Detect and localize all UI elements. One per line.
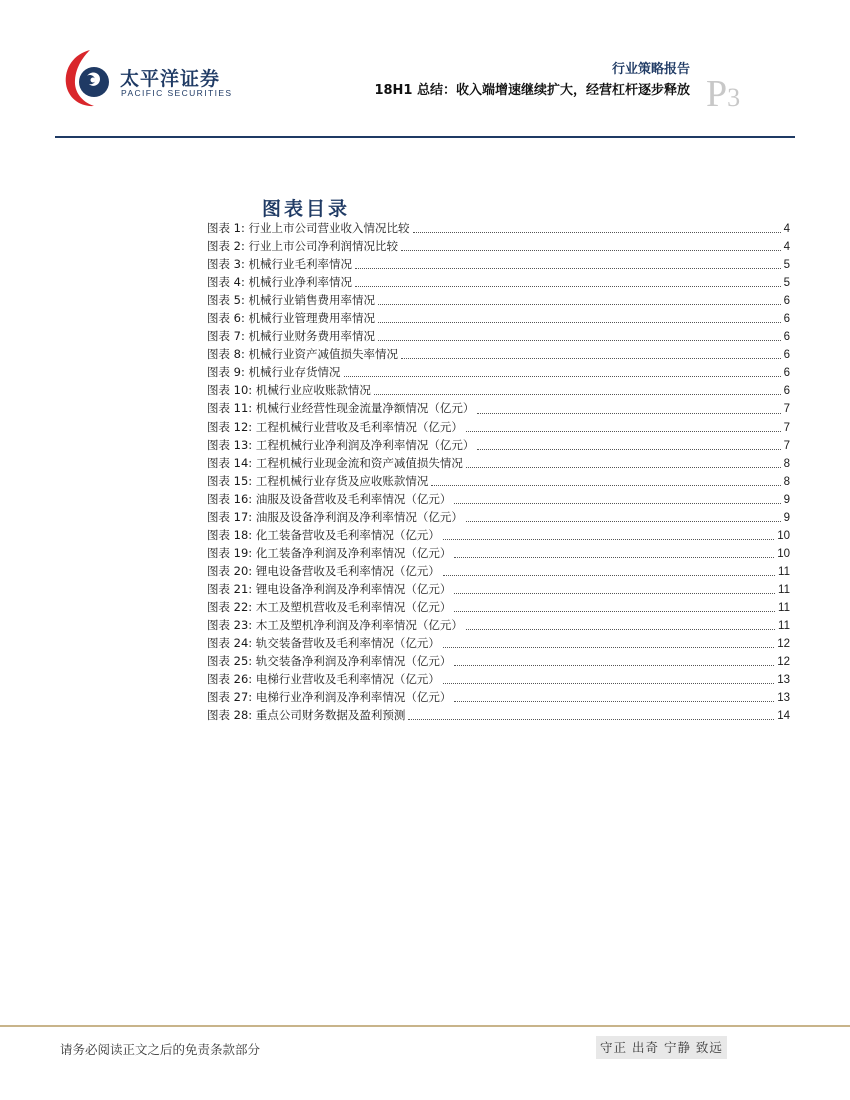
toc-entry-page: 5 [783, 277, 790, 290]
toc-entry-leader-dots [454, 611, 775, 612]
toc-entry-page: 8 [783, 457, 790, 470]
toc-entry[interactable] [207, 473, 790, 491]
toc-entry-leader-dots [378, 322, 781, 323]
report-title: 18H1 总结：收入端增速继续扩大，经营杠杆逐步释放 [374, 83, 690, 98]
toc-entry[interactable] [207, 220, 790, 238]
toc-entry-page: 10 [777, 529, 790, 542]
toc-entry-label: 图表 25: 轨交装备净利润及净利率情况（亿元） [207, 654, 452, 669]
toc-entry-page: 12 [777, 638, 790, 651]
toc-entry-page: 10 [777, 547, 790, 560]
toc-entry-page: 13 [777, 692, 790, 705]
toc-entry-page: 5 [783, 259, 790, 272]
toc-entry-label: 图表 3: 机械行业毛利率情况 [207, 257, 353, 272]
toc-entry[interactable] [207, 419, 790, 437]
table-of-contents [207, 220, 790, 725]
toc-entry-leader-dots [355, 268, 781, 269]
toc-entry[interactable] [207, 599, 790, 617]
toc-entry-leader-dots [454, 701, 774, 702]
toc-entry-label: 图表 22: 木工及塑机营收及毛利率情况（亿元） [207, 599, 452, 614]
toc-entry-page: 11 [778, 583, 790, 596]
footer-disclaimer: 请务必阅读正文之后的免责条款部分 [60, 1042, 261, 1057]
toc-entry[interactable] [207, 545, 790, 563]
toc-entry-page: 4 [783, 241, 790, 254]
toc-entry-label: 图表 18: 化工装备营收及毛利率情况（亿元） [207, 527, 440, 542]
toc-entry-page: 6 [783, 331, 790, 344]
toc-entry-leader-dots [355, 286, 781, 287]
toc-entry-page: 6 [783, 349, 790, 362]
toc-entry-page: 6 [783, 385, 790, 398]
toc-entry-page: 14 [777, 710, 790, 723]
toc-entry-leader-dots [454, 665, 774, 666]
footer-motto: 守正 出奇 宁静 致远 [596, 1036, 727, 1059]
toc-entry-label: 图表 19: 化工装备净利润及净利率情况（亿元） [207, 545, 452, 560]
toc-entry-leader-dots [431, 485, 780, 486]
toc-entry-leader-dots [477, 449, 780, 450]
page-number-value: 3 [727, 83, 741, 112]
toc-entry-page: 6 [783, 295, 790, 308]
page-prefix: P [706, 73, 728, 115]
toc-entry-leader-dots [378, 304, 781, 305]
toc-entry-page: 4 [783, 223, 790, 235]
toc-entry[interactable] [207, 328, 790, 346]
toc-entry-leader-dots [443, 647, 774, 648]
toc-entry-page: 12 [777, 656, 790, 669]
header-divider [55, 136, 795, 138]
toc-entry-label: 图表 12: 工程机械行业营收及毛利率情况（亿元） [207, 419, 463, 434]
toc-entry-page: 11 [778, 601, 790, 614]
footer-divider [0, 1025, 850, 1027]
toc-entry[interactable] [207, 310, 790, 328]
toc-entry[interactable] [207, 238, 790, 256]
toc-entry[interactable] [207, 617, 790, 635]
toc-entry-leader-dots [466, 629, 775, 630]
toc-entry-label: 图表 20: 锂电设备营收及毛利率情况（亿元） [207, 563, 440, 578]
toc-entry-leader-dots [374, 394, 781, 395]
toc-entry[interactable] [207, 491, 790, 509]
toc-entry-leader-dots [401, 250, 781, 251]
toc-entry-page: 7 [783, 421, 790, 434]
toc-entry-label: 图表 1: 行业上市公司营业收入情况比较 [207, 221, 410, 235]
toc-entry-leader-dots [454, 593, 775, 594]
pacific-securities-logo-icon [60, 46, 120, 110]
toc-entry[interactable] [207, 509, 790, 527]
toc-entry[interactable] [207, 563, 790, 581]
toc-entry-leader-dots [408, 719, 774, 720]
toc-entry[interactable] [207, 635, 790, 653]
toc-entry-label: 图表 28: 重点公司财务数据及盈利预测 [207, 708, 406, 723]
toc-entry-leader-dots [401, 358, 781, 359]
toc-entry[interactable] [207, 274, 790, 292]
toc-entry-label: 图表 21: 锂电设备净利润及净利率情况（亿元） [207, 581, 452, 596]
toc-entry-label: 图表 27: 电梯行业净利润及净利率情况（亿元） [207, 690, 452, 705]
brand-name-en: PACIFIC SECURITIES [121, 88, 233, 98]
toc-entry-page: 7 [783, 439, 790, 452]
toc-entry-label: 图表 16: 油服及设备营收及毛利率情况（亿元） [207, 491, 452, 506]
toc-entry[interactable] [207, 437, 790, 455]
toc-entry-leader-dots [378, 340, 781, 341]
toc-entry[interactable] [207, 292, 790, 310]
toc-entry[interactable] [207, 689, 790, 707]
toc-entry-label: 图表 14: 工程机械行业现金流和资产减值损失情况 [207, 455, 463, 470]
toc-entry[interactable] [207, 382, 790, 400]
toc-entry[interactable] [207, 256, 790, 274]
toc-entry-label: 图表 6: 机械行业管理费用率情况 [207, 311, 376, 326]
toc-entry-page: 8 [783, 475, 790, 488]
toc-entry-label: 图表 15: 工程机械行业存货及应收账款情况 [207, 473, 429, 488]
toc-entry-label: 图表 23: 木工及塑机净利润及净利率情况（亿元） [207, 618, 463, 633]
toc-entry-leader-dots [454, 503, 780, 504]
toc-entry[interactable] [207, 364, 790, 382]
toc-entry[interactable] [207, 527, 790, 545]
toc-entry[interactable] [207, 653, 790, 671]
toc-entry-page: 6 [783, 367, 790, 380]
toc-entry-label: 图表 7: 机械行业财务费用率情况 [207, 329, 376, 344]
toc-entry-page: 9 [783, 493, 790, 506]
toc-entry-leader-dots [454, 557, 774, 558]
toc-entry-page: 11 [778, 565, 790, 578]
toc-entry[interactable] [207, 400, 790, 418]
toc-entry-leader-dots [466, 521, 781, 522]
toc-entry-label: 图表 10: 机械行业应收账款情况 [207, 383, 371, 398]
toc-entry-label: 图表 13: 工程机械行业净利润及净利率情况（亿元） [207, 437, 475, 452]
toc-entry[interactable] [207, 707, 790, 725]
toc-entry[interactable] [207, 671, 790, 689]
toc-entry-page: 9 [783, 511, 790, 524]
toc-entry-label: 图表 24: 轨交装备营收及毛利率情况（亿元） [207, 636, 440, 651]
page-number [706, 74, 740, 118]
toc-entry-leader-dots [477, 413, 780, 414]
toc-entry-leader-dots [443, 575, 775, 576]
toc-entry-label: 图表 9: 机械行业存货情况 [207, 365, 341, 380]
toc-entry-label: 图表 11: 机械行业经营性现金流量净额情况（亿元） [207, 401, 475, 416]
toc-entry-leader-dots [443, 539, 774, 540]
toc-entry-label: 图表 8: 机械行业资产减值损失率情况 [207, 347, 399, 362]
toc-entry-label: 图表 5: 机械行业销售费用率情况 [207, 293, 376, 308]
toc-entry[interactable] [207, 581, 790, 599]
toc-entry-leader-dots [466, 467, 781, 468]
toc-entry-leader-dots [344, 376, 781, 377]
toc-entry-label: 图表 26: 电梯行业营收及毛利率情况（亿元） [207, 672, 440, 687]
brand-name-cn: 太平洋证券 [120, 68, 221, 90]
report-type: 行业策略报告 [611, 62, 690, 77]
toc-entry-label: 图表 17: 油服及设备净利润及净利率情况（亿元） [207, 509, 463, 524]
toc-entry-page: 6 [783, 313, 790, 326]
toc-entry-page: 13 [777, 674, 790, 687]
toc-entry-page: 7 [783, 403, 790, 416]
toc-title: 图表目录 [262, 198, 351, 220]
toc-entry[interactable] [207, 455, 790, 473]
toc-entry-page: 11 [778, 620, 790, 633]
toc-entry-label: 图表 4: 机械行业净利率情况 [207, 275, 353, 290]
toc-entry-leader-dots [413, 232, 781, 233]
toc-entry[interactable] [207, 346, 790, 364]
toc-entry-leader-dots [466, 431, 781, 432]
toc-entry-label: 图表 2: 行业上市公司净利润情况比较 [207, 239, 399, 254]
toc-entry-leader-dots [443, 683, 774, 684]
